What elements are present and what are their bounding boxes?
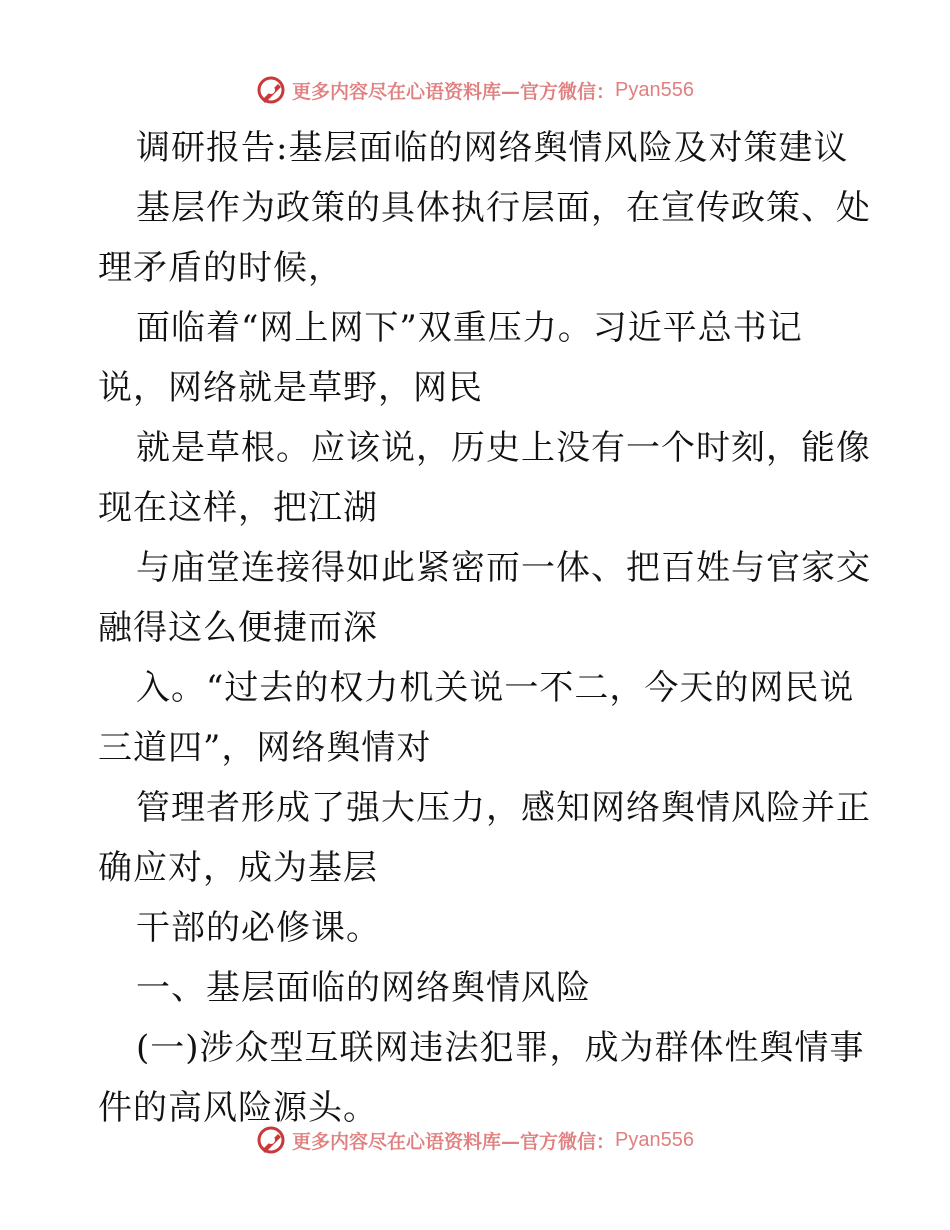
paragraph-line: 基层作为政策的具体执行层面，在宣传政策、处 bbox=[136, 188, 871, 228]
paragraph-line: 三道四”，网络舆情对 bbox=[98, 728, 432, 768]
paragraph-line: 理矛盾的时候， bbox=[98, 248, 343, 288]
section-heading: 一、基层面临的网络舆情风险 bbox=[136, 968, 591, 1008]
watermark-text: 更多内容尽在心语资料库—官方微信： bbox=[292, 80, 616, 103]
wechat-id: Pyan556 bbox=[615, 1128, 694, 1151]
paragraph-line: 管理者形成了强大压力，感知网络舆情风险并正 bbox=[136, 788, 871, 828]
subsection-heading: (一)涉众型互联网违法犯罪，成为群体性舆情事 bbox=[136, 1028, 865, 1068]
paragraph-line: 面临着“网上网下”双重压力。习近平总书记 bbox=[136, 308, 803, 348]
header-watermark-banner bbox=[0, 70, 950, 110]
paragraph-line: 融得这么便捷而深 bbox=[98, 608, 378, 648]
paragraph-line: 干部的必修课。 bbox=[136, 908, 381, 948]
pen-logo-icon bbox=[256, 75, 286, 105]
paragraph-line: 说，网络就是草野，网民 bbox=[98, 368, 483, 408]
doc-title: 调研报告:基层面临的网络舆情风险及对策建议 bbox=[136, 128, 849, 168]
paragraph-line: 确应对，成为基层 bbox=[98, 848, 378, 888]
document-body bbox=[98, 118, 871, 1138]
paragraph-line: 与庙堂连接得如此紧密而一体、把百姓与官家交 bbox=[136, 548, 871, 588]
subsection-heading-cont: 件的高风险源头。 bbox=[98, 1088, 378, 1128]
pen-logo-icon bbox=[256, 1125, 286, 1155]
watermark-text: 更多内容尽在心语资料库—官方微信： bbox=[292, 1130, 616, 1153]
wechat-id: Pyan556 bbox=[615, 78, 694, 101]
paragraph-line: 入。“过去的权力机关说一不二，今天的网民说 bbox=[136, 668, 855, 708]
paragraph-line: 就是草根。应该说，历史上没有一个时刻，能像 bbox=[136, 428, 871, 468]
footer-watermark-banner bbox=[0, 1120, 950, 1160]
paragraph-line: 现在这样，把江湖 bbox=[98, 488, 378, 528]
